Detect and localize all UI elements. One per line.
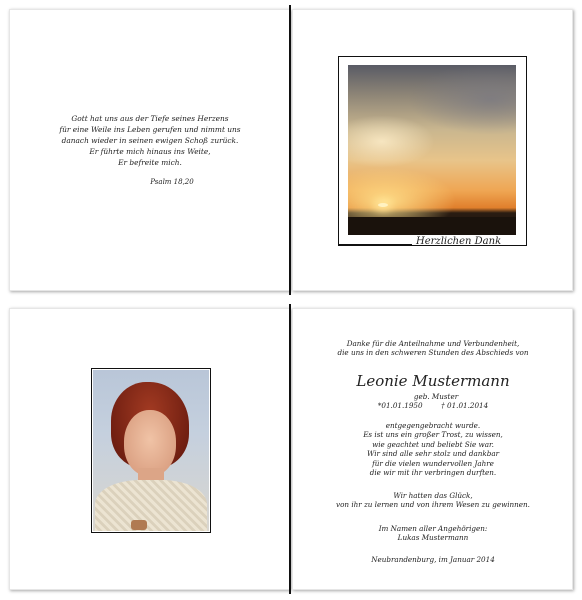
verse-line: für eine Weile ins Leben gerufen und nimmt uns <box>59 125 241 134</box>
closing-text <box>295 491 571 510</box>
verse-source: Psalm 18,20 <box>150 178 194 186</box>
sun-glow <box>378 203 388 207</box>
family-line: Lukas Mustermann <box>397 533 469 543</box>
message-line: Wir sind alle sehr stolz und dankbar <box>366 449 500 459</box>
closing-line: Wir hatten das Glück, <box>393 491 473 500</box>
message-line: die wir mit ihr verbringen durften. <box>369 468 497 478</box>
place-date: Neubrandenburg, im Januar 2014 <box>371 555 495 564</box>
thanks-caption: Herzlichen Dank <box>416 236 502 247</box>
horizon-ground <box>348 217 516 235</box>
intro-line: Danke für die Anteilnahme und Verbundenheit, <box>346 339 520 348</box>
verse-line: Er führte mich hinaus ins Weite, <box>89 147 211 156</box>
death-date: † 01.01.2014 <box>441 401 489 410</box>
birth-name: geb. Muster <box>413 392 459 401</box>
family-signature <box>295 524 571 543</box>
intro-line: die uns in den schweren Stunden des Abschieds von <box>337 348 529 358</box>
birth-date: *01.01.1950 <box>377 401 423 410</box>
portrait-photo <box>93 370 209 531</box>
life-dates <box>295 401 571 410</box>
deceased-name: Leonie Mustermann <box>356 372 510 390</box>
intro-text <box>295 339 571 358</box>
portrait-pendant <box>131 520 147 530</box>
message-line: für die vielen wundervollen Jahre <box>372 458 494 468</box>
sunset-photo <box>348 65 516 235</box>
verse-text <box>10 113 290 168</box>
portrait-sweater <box>95 480 207 531</box>
closing-line: von ihr zu lernen und von ihrem Wesen zu gewinnen. <box>336 500 530 510</box>
verse-line: danach wieder in seinen ewigen Schoß zurück. <box>61 136 239 145</box>
verse-line: Er befreite mich. <box>118 158 182 167</box>
message-line: wie geachtet und beliebt Sie war. <box>372 439 494 449</box>
portrait-face <box>124 410 176 476</box>
message-text <box>295 421 571 477</box>
fold-line-bottom <box>289 304 291 594</box>
family-line: Im Namen aller Angehörigen: <box>378 524 488 533</box>
caption-rule <box>338 244 412 245</box>
verse-line: Gott hat uns aus der Tiefe seines Herzens <box>71 114 229 123</box>
message-line: entgegengebracht wurde. <box>385 421 481 430</box>
message-line: Es ist uns ein großer Trost, zu wissen, <box>363 430 503 440</box>
